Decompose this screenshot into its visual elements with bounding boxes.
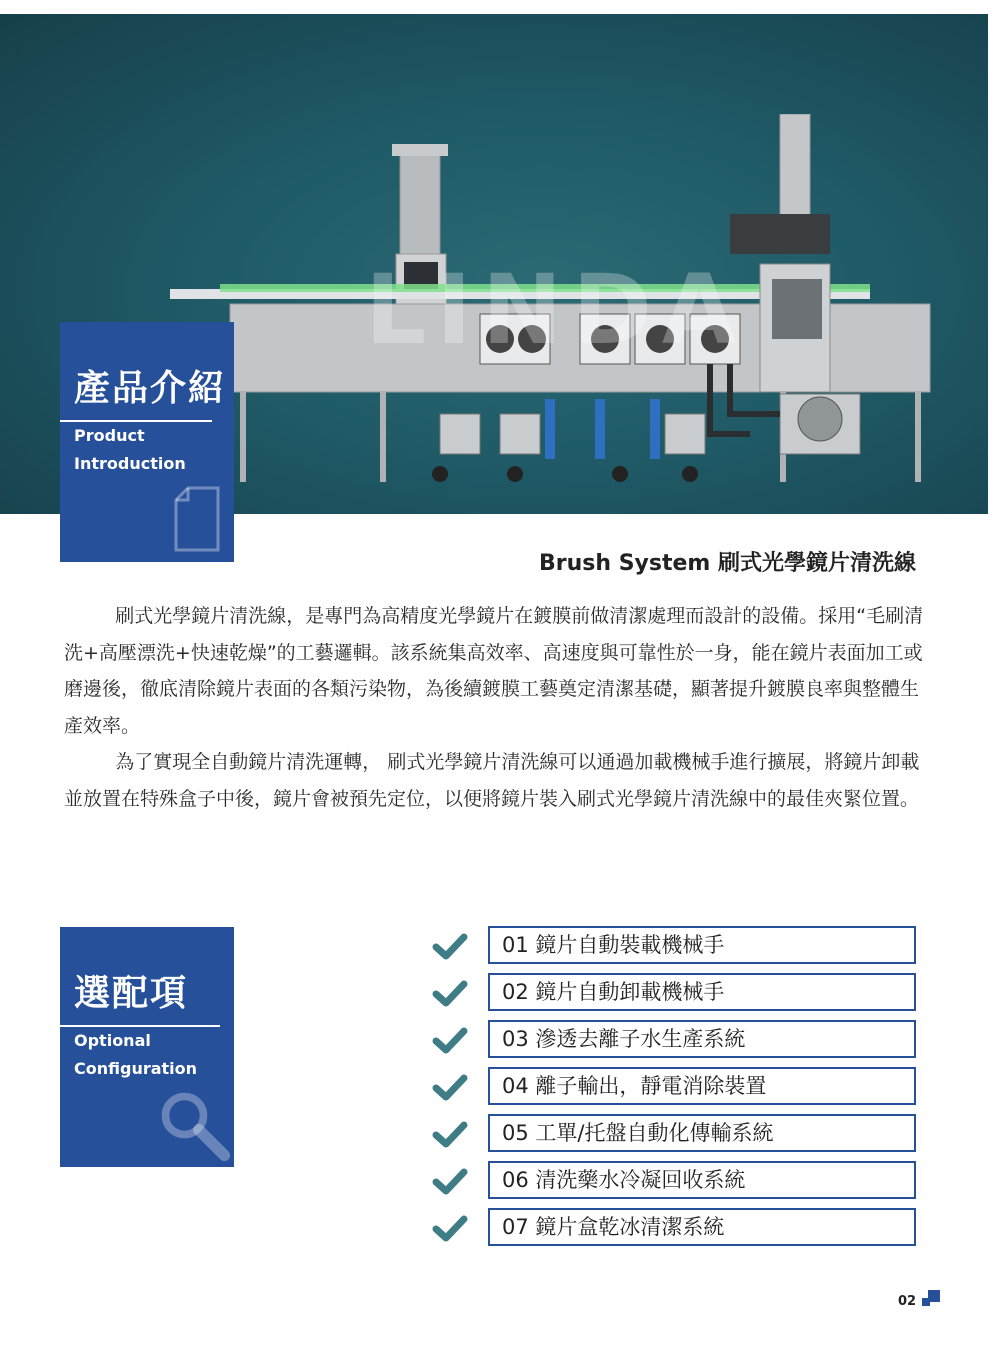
list-item bbox=[432, 1161, 922, 1203]
option-label: 05 工單/托盤自動化傳輸系統 bbox=[488, 1114, 916, 1152]
paragraph: 刷式光學鏡片清洗線，是專門為高精度光學鏡片在鍍膜前做清潔處理而設計的設備。採用“毛刷清洗+高壓漂洗+快速乾燥”的工藝邏輯。該系統集高效率、高速度與可靠性於一身，能在鏡片表面加工或磨邊後，徹底清除鏡片表面的各類污染物，為後續鍍膜工藝奠定清潔基礎，顯著提升鍍膜良率與整體生產效率。 bbox=[64, 605, 924, 737]
list-item bbox=[432, 926, 922, 968]
list-item bbox=[432, 1020, 922, 1062]
paragraph: 為了實現全自動鏡片清洗運轉， 刷式光學鏡片清洗線可以通過加載機械手進行擴展，將鏡片卸載並放置在特殊盒子中後，鏡片會被預先定位，以便將鏡片裝入刷式光學鏡片清洗線中的最佳夾緊位置。 bbox=[64, 751, 920, 810]
page-number: 02 bbox=[898, 1294, 917, 1309]
options-title: 選配項 bbox=[74, 973, 189, 1014]
check-icon bbox=[432, 1026, 468, 1056]
magnifier-icon bbox=[156, 1087, 232, 1163]
list-item bbox=[432, 1114, 922, 1156]
check-icon bbox=[432, 1120, 468, 1150]
document-icon bbox=[172, 486, 222, 552]
check-icon bbox=[432, 1214, 468, 1244]
option-label: 02 鏡片自動卸載機械手 bbox=[488, 973, 916, 1011]
option-label: 06 清洗藥水冷凝回收系統 bbox=[488, 1161, 916, 1199]
check-icon bbox=[432, 932, 468, 962]
product-title: Brush System 刷式光學鏡片清洗線 bbox=[539, 551, 916, 576]
options-subtitle-line1: Optional bbox=[74, 1031, 151, 1050]
check-icon bbox=[432, 979, 468, 1009]
list-item bbox=[432, 973, 922, 1015]
option-label: 07 鏡片盒乾冰清潔系統 bbox=[488, 1208, 916, 1246]
page-corner-icon bbox=[922, 1290, 940, 1308]
intro-subtitle-line1: Product bbox=[74, 426, 145, 445]
option-label: 01 鏡片自動裝載機械手 bbox=[488, 926, 916, 964]
options-subtitle-line2: Configuration bbox=[74, 1059, 198, 1078]
brand-watermark: LINDA bbox=[365, 254, 747, 366]
option-label: 04 離子輸出，靜電消除裝置 bbox=[488, 1067, 916, 1105]
options-panel bbox=[60, 927, 234, 1167]
list-item bbox=[432, 1067, 922, 1109]
list-item bbox=[432, 1208, 922, 1250]
intro-title: 產品介紹 bbox=[74, 368, 227, 409]
intro-panel bbox=[60, 322, 234, 562]
intro-subtitle-line2: Introduction bbox=[74, 454, 186, 473]
option-label: 03 滲透去離子水生產系統 bbox=[488, 1020, 916, 1058]
product-description bbox=[64, 598, 936, 817]
check-icon bbox=[432, 1073, 468, 1103]
check-icon bbox=[432, 1167, 468, 1197]
